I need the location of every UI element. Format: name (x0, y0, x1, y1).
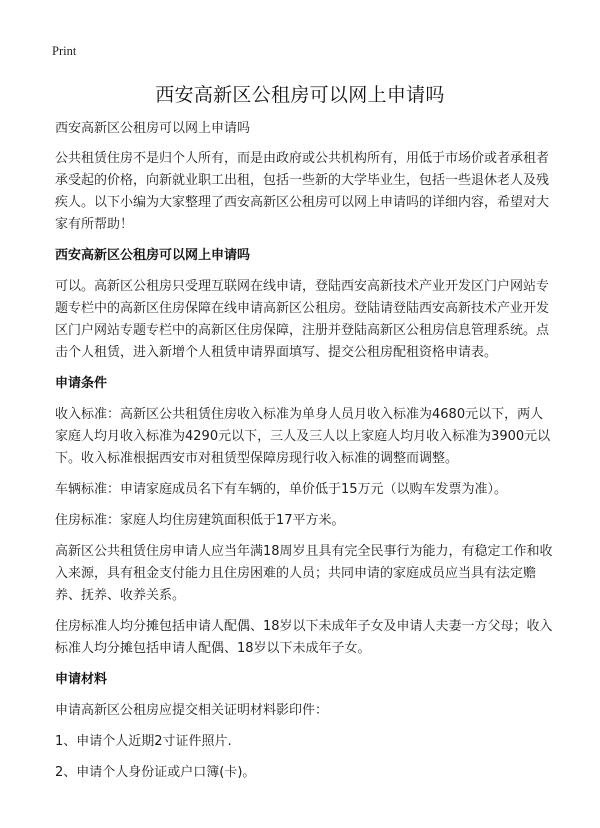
vehicle-standard-paragraph: 车辆标准：申请家庭成员名下有车辆的，单价低于15万元（以购车发票为准）。 (55, 482, 508, 497)
section-heading-materials: 申请材料 (55, 672, 108, 687)
applicant-requirements-paragraph: 高新区公共租赁住房申请人应当年满18周岁且具有完全民事行为能力，有稳定工作和收入来源，具有租金支付能力且住房困难的人员；共同申请的家庭成员应当具有法定赡养、抚养、收养关系。 (55, 544, 553, 603)
materials-intro-paragraph: 申请高新区公租房应提交相关证明材料影印件： (55, 703, 329, 718)
document-title: 西安高新区公租房可以网上申请吗 (155, 84, 445, 106)
section-heading-online-application: 西安高新区公租房可以网上申请吗 (55, 248, 251, 263)
area-calculation-paragraph: 住房标准人均分摊包括申请人配偶、18岁以下未成年子女及申请人夫妻一方父母；收入标准人均分摊包括申请人配偶、18岁以下未成年子女。 (55, 619, 553, 656)
material-item: 1、申请个人近期2寸证件照片. (55, 734, 232, 749)
print-link[interactable]: Print (52, 44, 77, 58)
income-standard-paragraph: 收入标准：高新区公共租赁住房收入标准为单身人员月收入标准为4680元以下，两人家庭人均月收入标准为4290元以下，三人及三人以上家庭人均月收入标准为3900元以下。收入标准根据西安市对租赁型保障房现行收入标准的调整而调整。 (55, 407, 551, 466)
online-application-paragraph: 可以。高新区公租房只受理互联网在线申请，登陆西安高新技术产业开发区门户网站专题专栏中的高新区住房保障在线申请高新区公租房。登陆请登陆西安高新技术产业开发区门户网站专题专栏中的高新区住房保障，注册并登陆高新区公租房信息管理系统。点击个人租赁，进入新增个人租赁申请界面填写、提交公租房配租资格申请表。 (55, 279, 550, 360)
document-body (55, 118, 555, 793)
intro-paragraph: 公共租赁住房不是归个人所有，而是由政府或公共机构所有，用低于市场价或者承租者承受起的价格，向新就业职工出租，包括一些新的大学毕业生，包括一些退休老人及残疾人。以下小编为大家整理了西安高新区公租房可以网上申请吗的详细内容，希望对大家有所帮助！ (55, 151, 550, 232)
document-subtitle: 西安高新区公租房可以网上申请吗 (55, 121, 251, 136)
housing-standard-paragraph: 住房标准：家庭人均住房建筑面积低于17平方米。 (55, 513, 345, 528)
section-heading-conditions: 申请条件 (55, 376, 108, 391)
material-item: 2、申请个人身份证或户口簿(卡)。 (55, 765, 256, 780)
